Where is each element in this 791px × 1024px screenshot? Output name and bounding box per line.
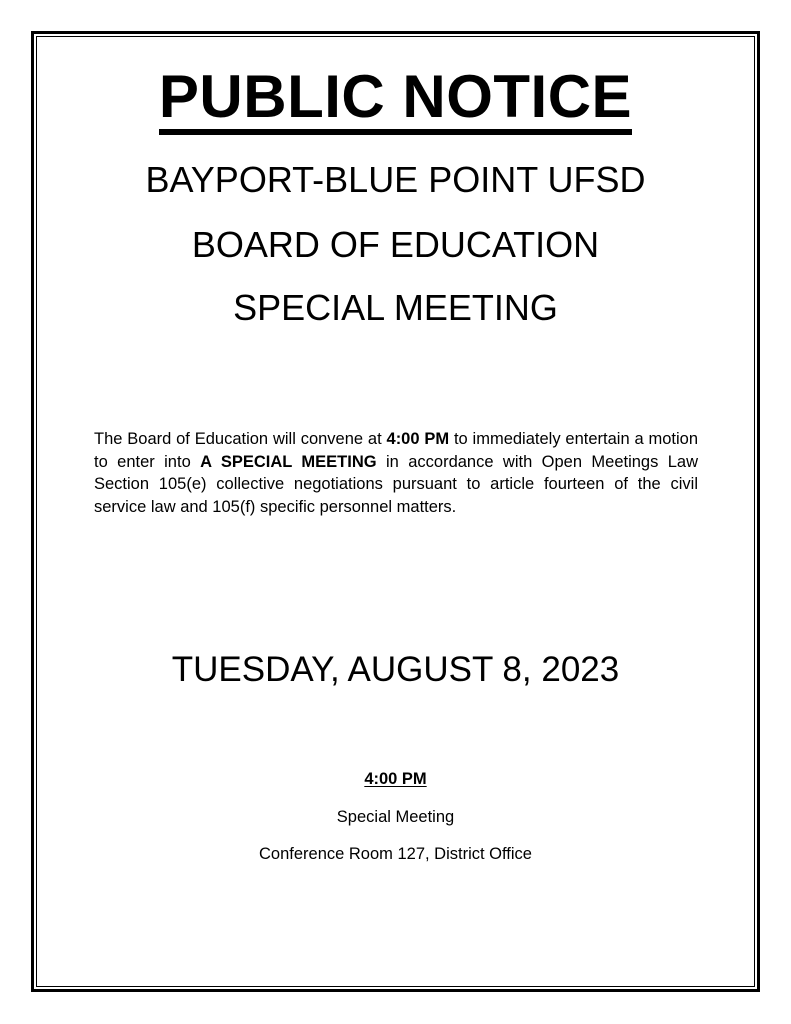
body-time-bold: 4:00 PM [386,430,450,448]
meeting-date: TUESDAY, AUGUST 8, 2023 [171,650,620,689]
board-name: BOARD OF EDUCATION [191,224,600,265]
body-part-1: The Board of Education will convene at [94,430,387,448]
meeting-time [0,769,791,789]
notice-title [0,64,791,135]
meeting-location: Conference Room 127, District Office [259,845,532,863]
body-special-bold: A SPECIAL MEETING [200,452,377,471]
meeting-type: SPECIAL MEETING [233,287,558,328]
district-name: BAYPORT-BLUE POINT UFSD [145,159,646,200]
meeting-time-text: 4:00 PM [364,770,427,788]
notice-body [94,428,698,518]
meeting-label: Special Meeting [336,808,455,826]
body-part-2: to immediately entertain a motion to enter into [94,430,698,471]
notice-title-text: PUBLIC NOTICE [159,65,632,135]
body-part-3: in accordance with Open Meetings Law Section 105(e) collective negotiations pursuant to article fourteen of the civil service law and 105(f) specific personnel matters. [94,452,699,516]
